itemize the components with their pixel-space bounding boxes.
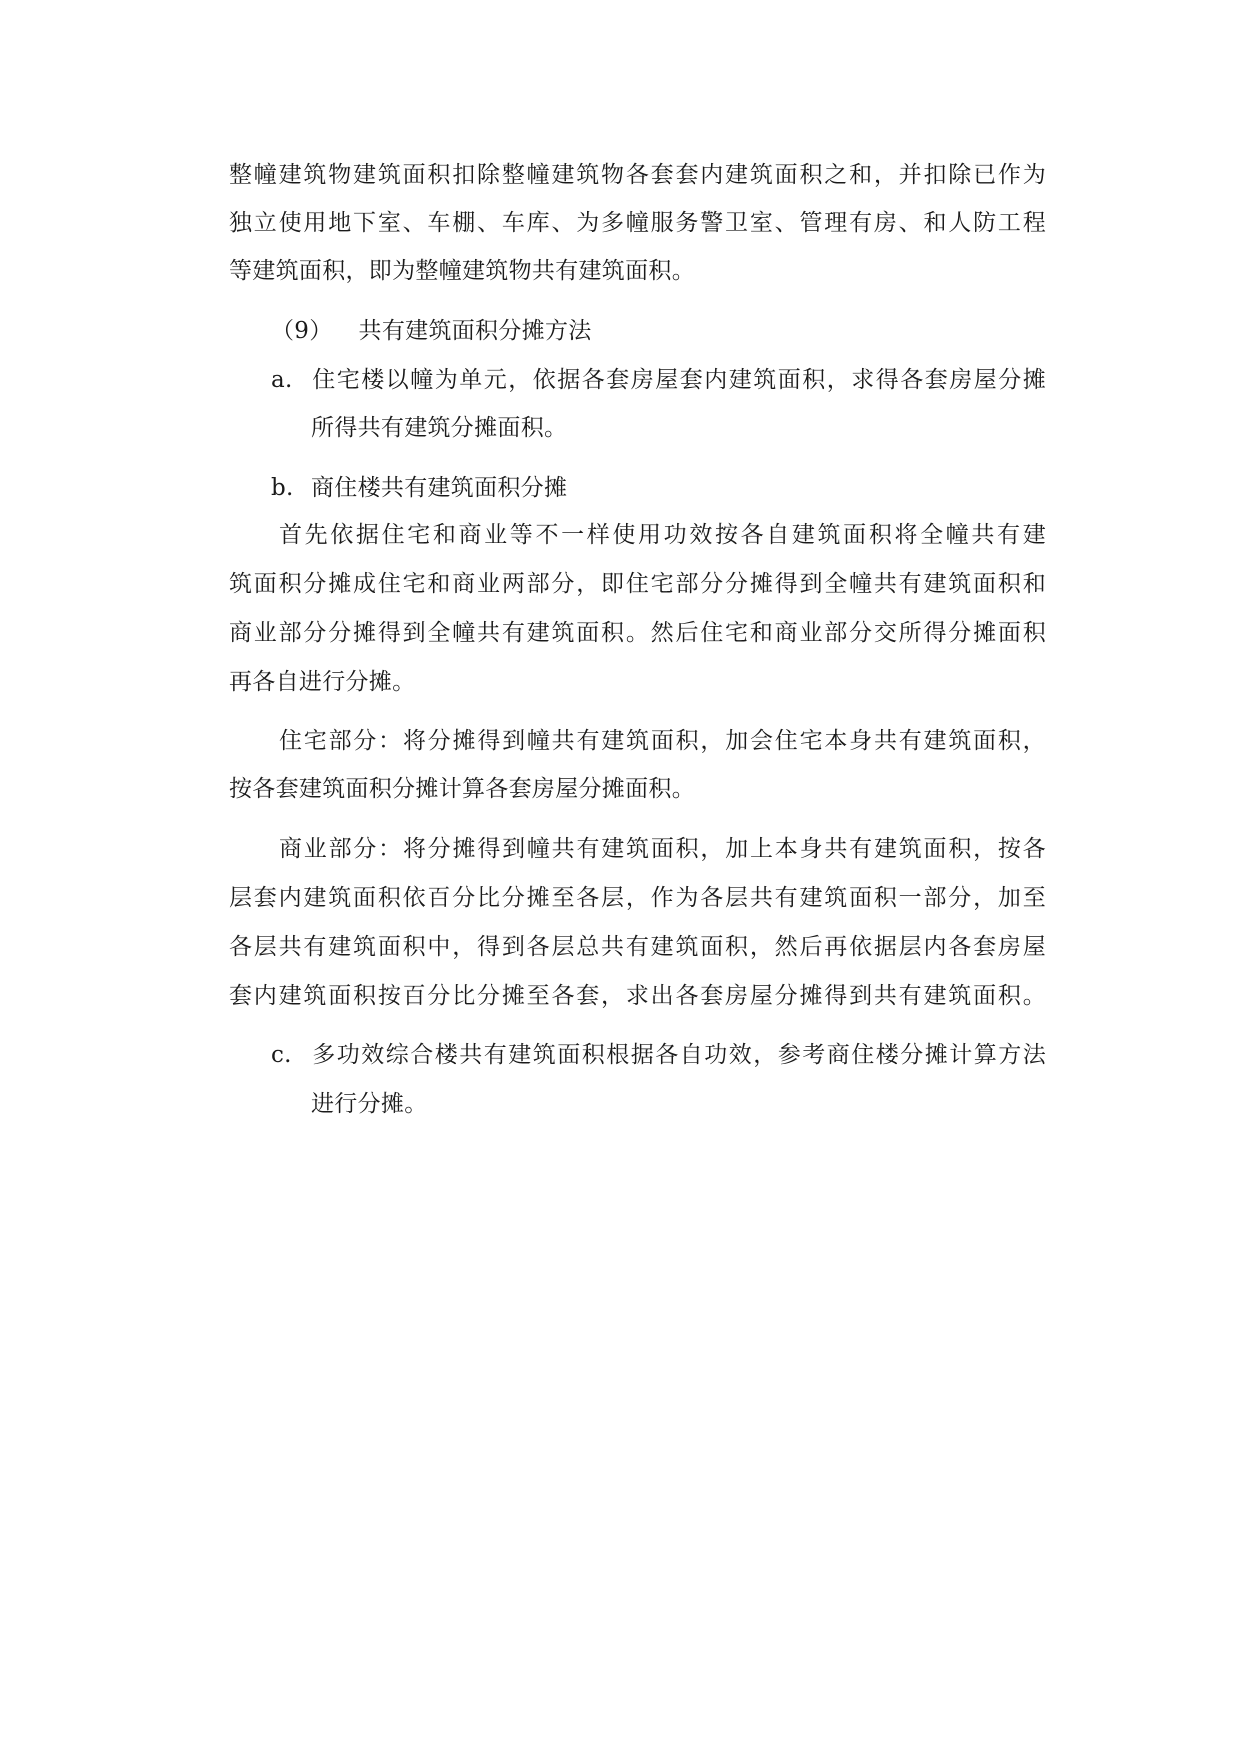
para-intro-line-2: 独立使用地下室、车棚、车库、为多幢服务警卫室、管理有房、和人防工程 [229,210,1046,236]
para-intro-line-3: 等建筑面积，即为整幢建筑物共有建筑面积。 [229,258,695,284]
item-a-line-2: 所得共有建筑分摊面积。 [311,415,568,441]
para-first-line-1: 首先依据住宅和商业等不一样使用功效按各自建筑面积将全幢共有建 [279,522,1046,548]
item-c-marker: c. [271,1042,292,1068]
item-c-line-1 [271,1040,1046,1070]
item-a-text-1: 住宅楼以幢为单元，依据各套房屋套内建筑面积，求得各套房屋分摊 [311,367,1046,393]
item-b-heading [271,473,567,503]
item-c-text-1: 多功效综合楼共有建筑面积根据各自功效，参考商住楼分摊计算方法 [311,1042,1046,1068]
item-b-title: 商住楼共有建筑面积分摊 [311,475,568,501]
item-b-marker: b. [271,475,294,501]
para-commercial-line-4: 套内建筑面积按百分比分摊至各套，求出各套房屋分摊得到共有建筑面积。 [229,983,1046,1009]
item-a-line-1 [271,365,1046,395]
para-residential-line-1: 住宅部分：将分摊得到幢共有建筑面积，加会住宅本身共有建筑面积， [279,728,1046,754]
item-c-line-2: 进行分摊。 [311,1091,428,1117]
para-commercial-line-3: 各层共有建筑面积中，得到各层总共有建筑面积，然后再依据层内各套房屋 [229,934,1046,960]
item-a-marker: a. [271,367,293,393]
para-commercial-line-2: 层套内建筑面积依百分比分摊至各层，作为各层共有建筑面积一部分，加至 [229,885,1046,911]
section-heading [271,316,592,346]
para-first-line-2: 筑面积分摊成住宅和商业两部分，即住宅部分分摊得到全幢共有建筑面积和 [229,571,1046,597]
section-number: （9） [271,318,333,344]
para-residential-line-2: 按各套建筑面积分摊计算各套房屋分摊面积。 [229,776,695,802]
para-first-line-4: 再各自进行分摊。 [229,669,416,695]
section-title: 共有建筑面积分摊方法 [358,318,592,344]
para-first-line-3: 商业部分分摊得到全幢共有建筑面积。然后住宅和商业部分交所得分摊面积 [229,620,1046,646]
para-intro-line-1: 整幢建筑物建筑面积扣除整幢建筑物各套套内建筑面积之和，并扣除已作为 [229,162,1046,188]
para-commercial-line-1: 商业部分：将分摊得到幢共有建筑面积，加上本身共有建筑面积，按各 [279,836,1046,862]
